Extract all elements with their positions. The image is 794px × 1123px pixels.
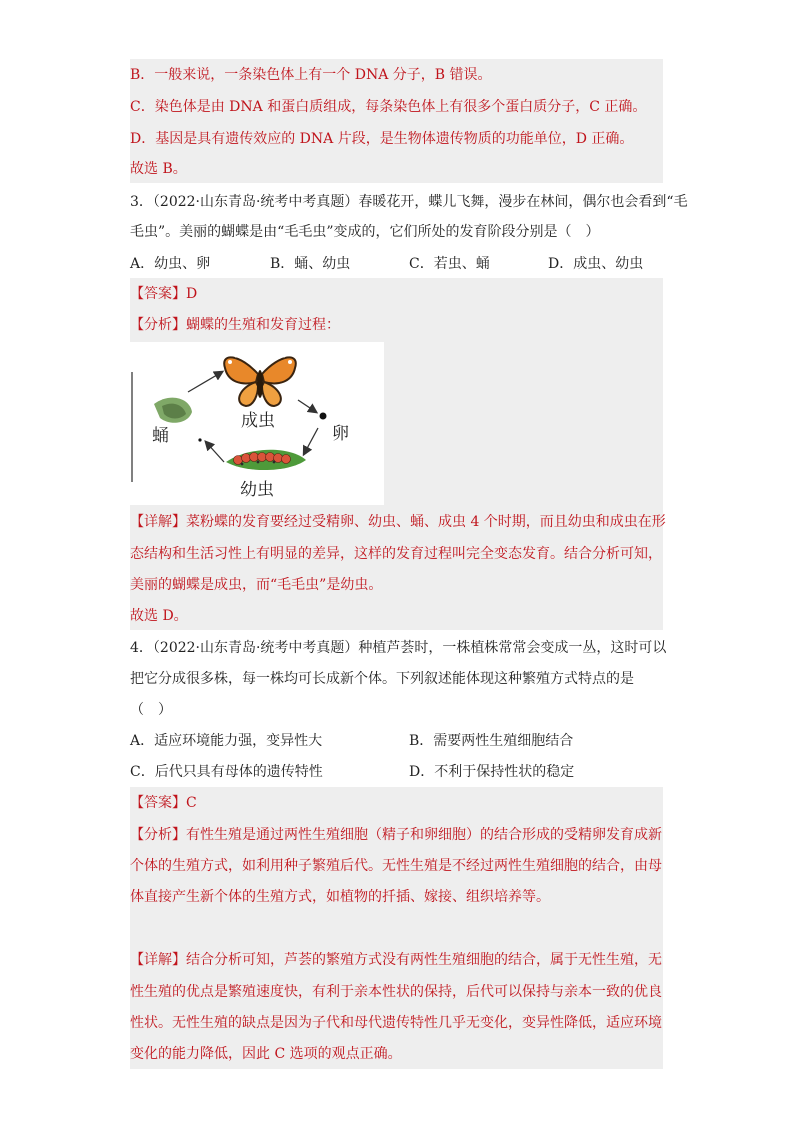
lifecycle-diagram <box>130 342 384 505</box>
caterpillar-icon <box>226 450 306 470</box>
q3-option-a: A．幼虫、卵 <box>130 256 211 272</box>
q3-option-c: C．若虫、蛹 <box>409 256 490 272</box>
q4-detail-line-4: 变化的能力降低，因此 C 选项的观点正确。 <box>130 1046 402 1062</box>
q3-detail-line-3: 美丽的蝴蝶是成虫，而“毛毛虫”是幼虫。 <box>130 577 383 593</box>
q3-options <box>130 248 663 280</box>
prev-option-c-analysis: C．染色体是由 DNA 和蛋白质组成，每条染色体上有很多个蛋白质分子，C 正确。 <box>130 99 647 115</box>
pupa-icon <box>154 398 192 423</box>
q4-detail-line-1 <box>130 944 663 976</box>
q3-option-b: B．蛹、幼虫 <box>270 256 351 272</box>
butterfly-lifecycle-figure <box>130 342 384 505</box>
prev-option-d-analysis: D．基因是具有遗传效应的 DNA 片段，是生物体遗传物质的功能单位，D 正确。 <box>130 131 634 147</box>
butterfly-icon <box>224 355 296 407</box>
q3-option-d: D．成虫、幼虫 <box>548 256 644 272</box>
q3-stem-line-1: 3．（2022·山东青岛·统考中考真题）春暖花开，蝶儿飞舞，漫步在林间，偶尔也会看到“毛 <box>130 194 688 210</box>
label-larva: 幼虫 <box>240 480 274 499</box>
q3-stem-line-2: 毛虫”。美丽的蝴蝶是由“毛毛虫”变成的，它们所处的发育阶段分别是（ ） <box>130 224 600 240</box>
q4-stem-line-1: 4．（2022·山东青岛·统考中考真题）种植芦荟时，一株植株常常会变成一丛，这时可以 <box>130 640 667 656</box>
q3-answer-tag: 【答案】 <box>130 286 186 302</box>
q4-stem-line-2: 把它分成很多株，每一株均可长成新个体。下列叙述能体现这种繁殖方式特点的是 <box>130 671 634 687</box>
q4-analysis-line-2: 个体的生殖方式，如利用种子繁殖后代。无性生殖是不经过两性生殖细胞的结合，由母 <box>130 858 662 874</box>
q3-detail-tag: 【详解】 <box>130 514 186 530</box>
q4-option-b: B．需要两性生殖细胞结合 <box>409 733 574 749</box>
q3-answer <box>130 278 663 310</box>
label-egg: 卵 <box>332 424 349 443</box>
q4-option-c: C．后代只具有母体的遗传特性 <box>130 764 323 780</box>
q4-detail-line-2: 性生殖的优点是繁殖速度快，有利于亲本性状的保持，后代可以保持与亲本一致的优良 <box>130 984 662 1000</box>
q4-answer-value: C <box>186 795 197 811</box>
egg-icon <box>320 413 327 420</box>
prev-option-b-analysis: B．一般来说，一条染色体上有一个 DNA 分子，B 错误。 <box>130 67 492 83</box>
label-pupa: 蛹 <box>152 426 169 445</box>
q4-option-d: D．不利于保持性状的稳定 <box>409 764 575 780</box>
q4-answer <box>130 787 663 819</box>
q4-analysis-tag: 【分析】 <box>130 827 186 843</box>
q4-options-row-2 <box>130 756 663 788</box>
q4-detail-text-1: 结合分析可知，芦荟的繁殖方式没有两性生殖细胞的结合，属于无性生殖，无 <box>186 952 662 968</box>
q3-analysis <box>130 309 663 341</box>
q4-option-a: A．适应环境能力强，变异性大 <box>130 733 323 749</box>
q3-answer-value: D <box>186 286 198 302</box>
q4-analysis-text-1: 有性生殖是通过两性生殖细胞（精子和卵细胞）的结合形成的受精卵发育成新 <box>186 827 662 843</box>
q4-detail-tag: 【详解】 <box>130 952 186 968</box>
label-adult: 成虫 <box>241 411 275 430</box>
q4-stem-line-3: （ ） <box>130 702 172 718</box>
q4-analysis-line-3: 体直接产生新个体的生殖方式，如植物的扦插、嫁接、组织培养等。 <box>130 889 550 905</box>
q4-analysis-line-1 <box>130 819 663 851</box>
q4-detail-line-3: 性状。无性生殖的缺点是因为子代和母代遗传特性几乎无变化，变异性降低，适应环境 <box>130 1015 662 1031</box>
q3-detail-text-1: 菜粉蝶的发育要经过受精卵、幼虫、蛹、成虫 4 个时期，而且幼虫和成虫在形 <box>186 514 666 530</box>
q3-detail-line-1 <box>130 506 666 538</box>
q4-answer-tag: 【答案】 <box>130 795 186 811</box>
q3-detail-line-2: 态结构和生活习性上有明显的差异，这样的发育过程叫完全变态发育。结合分析可知， <box>130 546 662 562</box>
q4-options-row-1 <box>130 725 663 757</box>
prev-choose: 故选 B。 <box>130 161 187 177</box>
q3-choose: 故选 D。 <box>130 608 188 624</box>
q3-analysis-text: 蝴蝶的生殖和发育过程： <box>186 317 340 333</box>
q3-analysis-tag: 【分析】 <box>130 317 186 333</box>
